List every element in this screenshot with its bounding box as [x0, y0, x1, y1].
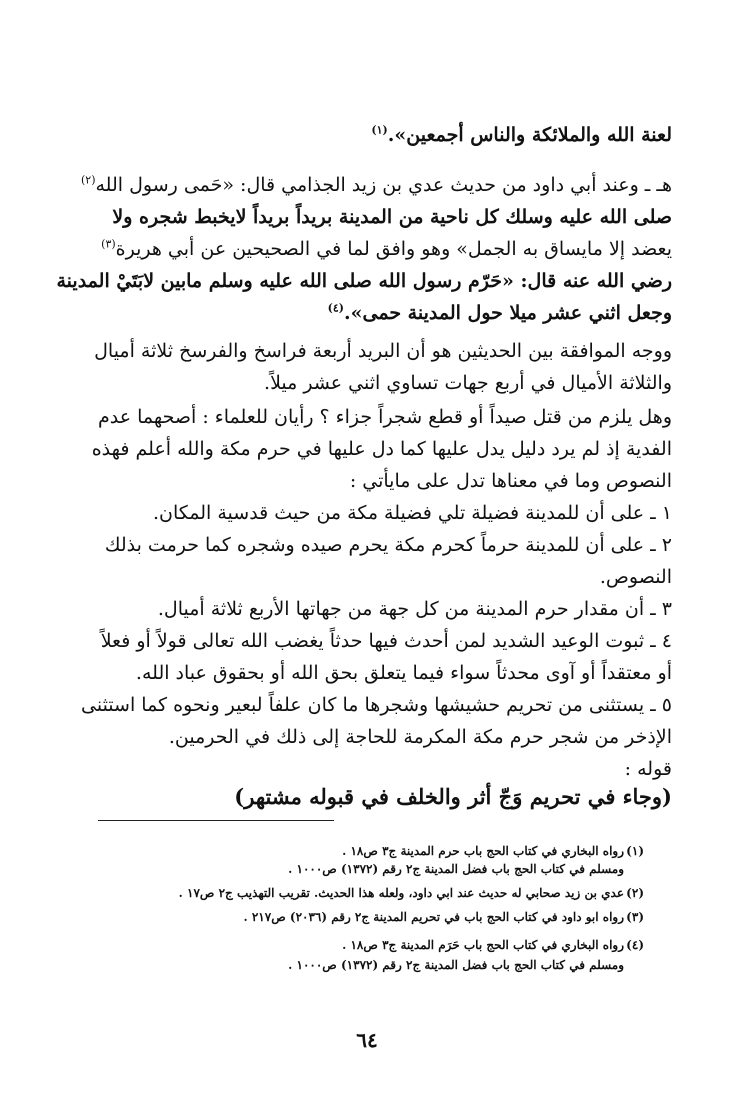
footnote-number: (٢) [626, 886, 644, 900]
text-line: يعضد إلا مايساق به الجمل» وهو وافق لما في الصحيحين عن أبي هريرة$^{(٣)}$ [101, 237, 672, 260]
footnote-number: (١) [626, 844, 644, 858]
text-line: أو معتقداً أو آوى محدثاً سواء فيما يتعلق بحق الله أو بحقوق عباد الله. [135, 662, 672, 684]
footnote-text: ومسلم في كتاب الحج باب فضل المدينة ج٢ رقم (١٣٧٢) ص١٠٠٠ . [288, 958, 624, 972]
list-item: ٤ ـ ثبوت الوعيد الشديد لمن أحدث فيها حدثاً يغضب الله تعالى قولاً أو فعلاً [100, 630, 672, 652]
text-line: قوله : [624, 758, 672, 780]
text-line: النصوص. [599, 566, 672, 588]
list-item: ٢ ـ على أن للمدينة حرماً كحرم مكة يحرم صيده وشجره كما حرمت بذلك [104, 534, 672, 556]
verse-line: (وجاء في تحريم وَجّ أثر والخلف في قبوله مشتهر) [234, 784, 672, 809]
text-line: والثلاثة الأميال في أربع جهات تساوي اثني عشر ميلاً. [264, 372, 672, 394]
text-line: الإذخر من شجر حرم مكة المكرمة للحاجة إلى ذلك في الحرمين. [168, 726, 672, 748]
text-line: النصوص وما في معناها تدل على مايأتي : [349, 470, 672, 492]
text-line: صلى الله عليه وسلك كل ناحية من المدينة بريداً بريداً لايخبط شجره ولا [112, 206, 672, 228]
text-line: الفدية إذ لم يرد دليل يدل عليها كما دل عليها في حرم مكة والله أعلم فهذه [91, 438, 672, 460]
text-line: رضي الله عنه قال: «حَرّم رسول الله صلى الله عليه وسلم مابين لابَتَيْ المدينة [56, 270, 672, 292]
text-line: ووجه الموافقة بين الحديثين هو أن البريد أربعة فراسخ والفرسخ ثلاثة أميال [94, 340, 672, 362]
text-line: هـ ـ وعند أبي داود من حديث عدي بن زيد الجذامي قال: «حَمى رسول الله$^{(٢)}$ [80, 173, 672, 196]
footnote-text: رواه البخاري في كتاب الحج باب حرم المدينة ج٣ ص١٨ . [342, 844, 624, 858]
footnote-number: (٣) [626, 910, 644, 924]
list-item: ١ ـ على أن للمدينة فضيلة تلي فضيلة مكة من حيث قدسية المكان. [152, 502, 672, 524]
list-item: ٣ ـ أن مقدار حرم المدينة من كل جهة من جهاتها الأربع ثلاثة أميال. [157, 598, 672, 620]
footnote-number: (٤) [626, 938, 644, 952]
footnote-text: ومسلم في كتاب الحج باب فضل المدينة ج٢ رقم (١٣٧٢) ص١٠٠٠ . [288, 862, 624, 876]
text-line: وجعل اثني عشر ميلا حول المدينة حمى».$^{(٤)}$ [327, 301, 672, 324]
footnote-divider [98, 820, 334, 821]
text-line: لعنة الله والملائكة والناس أجمعين».$^{(١)}$ [371, 123, 672, 146]
text-line: وهل يلزم من قتل صيداً أو قطع شجراً جزاء ؟ رأيان للعلماء : أصحهما عدم [97, 406, 672, 428]
footnote-text: رواه البخاري في كتاب الحج باب حَرَم المدينة ج٣ ص١٨ . [342, 938, 624, 952]
footnote-text: عدي بن زيد صحابي له حديث عند ابي داود، ولعله هذا الحديث. تقريب التهذيب ج٢ ص١٧ . [178, 886, 624, 900]
list-item: ٥ ـ يستثنى من تحريم حشيشها وشجرها ما كان علفاً لبعير ونحوه كما استثنى [81, 694, 672, 716]
page-number: ٦٤ [356, 1028, 378, 1052]
footnote-text: رواه ابو داود في كتاب الحج باب في تحريم المدينة ج٢ رقم (٢٠٣٦) ص٢١٧ . [243, 910, 624, 924]
